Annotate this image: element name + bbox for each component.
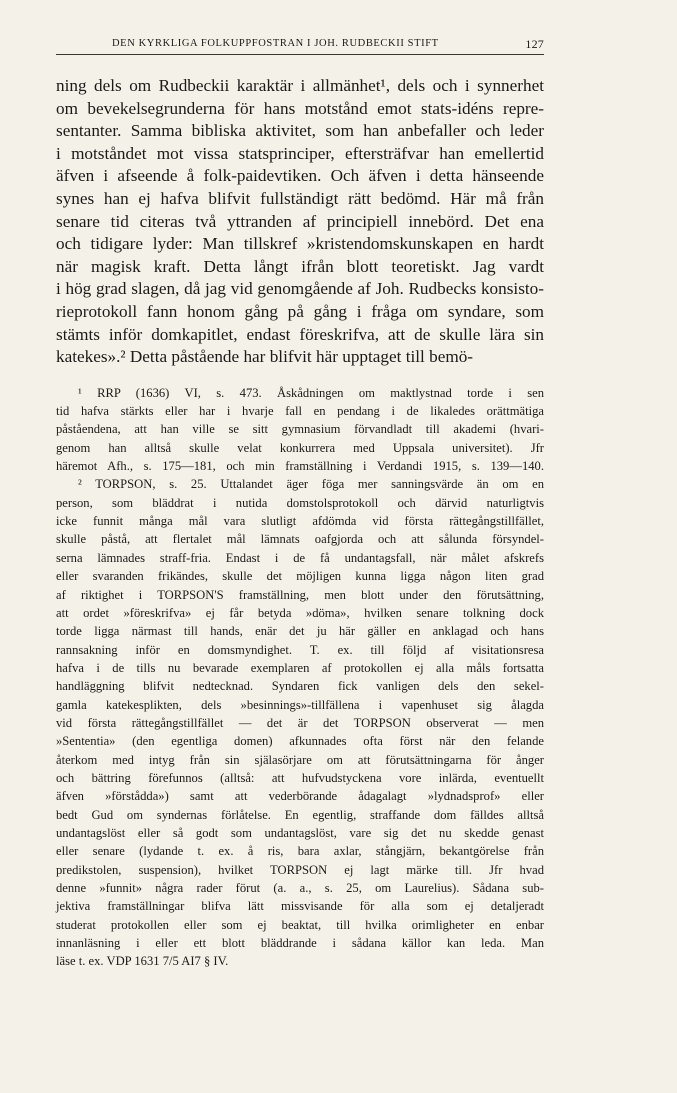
footnote-line: »Sententia» (den egentliga domen) afkunnades ofta först när den felande — [56, 734, 544, 749]
footnote-line: skulle påstå, att flertalet mål lämnats oafgjorda och att sålunda försyndel- — [56, 532, 544, 547]
main-text-line: i hög grad slagen, då jag vid genomgående af Joh. Rudbecks konsisto- — [56, 279, 544, 299]
main-text-line: äfven i afseende å folk-paidevtiken. Och äfven i detta hänseende — [56, 166, 544, 186]
page-number: 127 — [525, 37, 544, 51]
main-text-line: synes han ej hafva blifvit fullständigt rätt bedömd. Här må från — [56, 188, 544, 208]
main-text-line: i motståndet mot vissa statsprinciper, eftersträfvar han emellertid — [56, 143, 544, 163]
main-text-line: ning dels om Rudbeckii karaktär i allmänhet¹, dels och i synnerhet — [56, 76, 544, 95]
footnote-line: häremot Afh., s. 175—181, och min framställning i Verdandi 1915, s. 139—140. — [56, 459, 544, 474]
footnote-line: handläggning blifvit nedtecknad. Syndaren fick vanligen dels den sekel- — [56, 679, 544, 694]
main-text — [56, 75, 544, 369]
main-text-line: katekes».² Detta påstående har blifvit här upptaget till bemö- — [56, 347, 474, 367]
footnote-line: af riktighet i TORPSON'S framställning, men blott under den förutsättning, — [56, 587, 544, 602]
footnote-line: eller senare (lydande t. ex. å ris, bara axlar, stångjärn, bekantgörelse från — [56, 844, 544, 859]
book-page — [56, 30, 544, 971]
footnote-line: predikstolen, suspension), hvilket TORPSON ej lagt märke till. Jfr hvad — [56, 862, 544, 877]
footnote-line: undantagslöst eller så godt som undantagslöst, vare sig det nu skedde genast — [56, 825, 544, 840]
main-text-line: senare tid citeras två yttranden af principiell innebörd. Det ena — [56, 211, 544, 231]
footnote-line: serna lämnades straff-fria. Endast i de få undantagsfall, när målet afskrefs — [56, 550, 544, 565]
footnote-line: påståendena, att han ville se sitt gymnasium förvandladt till akademi (hvari- — [56, 422, 544, 437]
running-head — [56, 30, 544, 55]
footnote-line: ¹ RRP (1636) VI, s. 473. Åskådningen om maktlystnad torde i sen — [78, 385, 544, 400]
main-text-line: om bevekelsegrunderna för hans motstånd emot stats-idéns repre- — [56, 98, 544, 118]
footnote-line: rannsakning inför en domsmyndighet. T. ex. till följd af visitationsresa — [56, 642, 544, 657]
footnote-line: icke funnit många mål vara slutligt afdömda vid första rättegångstillfället, — [56, 514, 544, 529]
footnote-line: torde ligga närmast till hands, enär det ju här gäller en anklagad och hans — [56, 624, 544, 639]
main-text-line: stämts inför domkapitlet, endast föreskrifva, att de skulle lära sin — [56, 324, 544, 344]
footnote-line: läse t. ex. VDP 1631 7/5 AI7 § IV. — [56, 954, 229, 969]
running-title: DEN KYRKLIGA FOLKUPPFOSTRAN I JOH. RUDBECKII STIFT — [112, 38, 439, 49]
main-text-line: när magisk kraft. Detta långt ifrån blott teoretiskt. Jag vardt — [56, 256, 544, 276]
footnote-line: äfven »förstådda») samt att vederbörande ådagalagt »lydnadsprof» eller — [56, 789, 544, 804]
footnote-line: hafva i de tills nu bevarade exemplaren af protokollen ej alla måls fortsatta — [56, 660, 544, 675]
footnote-line: denne »funnit» några rader förut (a. a., s. 25, om Laurelius). Sådana sub- — [56, 881, 544, 895]
footnote-line: återkom med intyg från sin själasörjare om att förutsättningarna för ånger — [56, 752, 544, 767]
footnotes — [56, 384, 544, 971]
footnote-line: ² TORPSON, s. 25. Uttalandet äger föga mer sanningsvärde än om en — [78, 477, 544, 492]
footnote-line: eller svaranden frikändes, skulle det möjligen kunna ligga någon liten grad — [56, 569, 544, 584]
footnote-line: tid hafva stärkts eller har i hvarje fall en pendang i de likaledes orättmätiga — [56, 404, 544, 419]
footnote-line: att ordet »föreskrifva» ej får betyda »döma», hvilken senare tolkning dock — [56, 605, 544, 620]
footnote-line: studerat protokollen eller som ej beaktat, till hvilka orimligheter en enbar — [56, 917, 544, 932]
main-text-line: sentanter. Samma bibliska aktivitet, som han anbefaller och leder — [56, 121, 544, 141]
footnote-line: jektiva framställningar blifva lätt missvisande för alla som ej detaljeradt — [56, 899, 544, 914]
footnote-line: genom han alltså skulle velat konkurrera med Uppsala universitet). Jfr — [56, 440, 544, 455]
footnote-line: gamla katekesplikten, dels »besinnings»-tillfällena i vapenhuset sig ålagda — [56, 697, 544, 712]
main-text-line: och tidigare lyder: Man tillskref »kristendomskunskapen en hardt — [56, 234, 544, 254]
main-text-line: rieprotokoll fann honom gång på gång i fråga om syndare, som — [56, 301, 544, 321]
footnote-line: och bättring förefunnos (alltså: att hufvudstyckena vore inlärda, eventuellt — [56, 770, 544, 785]
footnote-line: person, som bläddrat i nutida domstolsprotokoll och därvid naturligtvis — [56, 495, 544, 510]
footnote-line: innanläsning i eller ett blott bläddrande i sådana källor kan leda. Man — [56, 936, 544, 951]
footnote-line: vid första rättegångstillfället — det är det TORPSON observerat — men — [56, 715, 544, 730]
footnote-line: bedt Gud om syndernas förlåtelse. En egentlig, straffande dom fälldes alltså — [56, 807, 544, 822]
